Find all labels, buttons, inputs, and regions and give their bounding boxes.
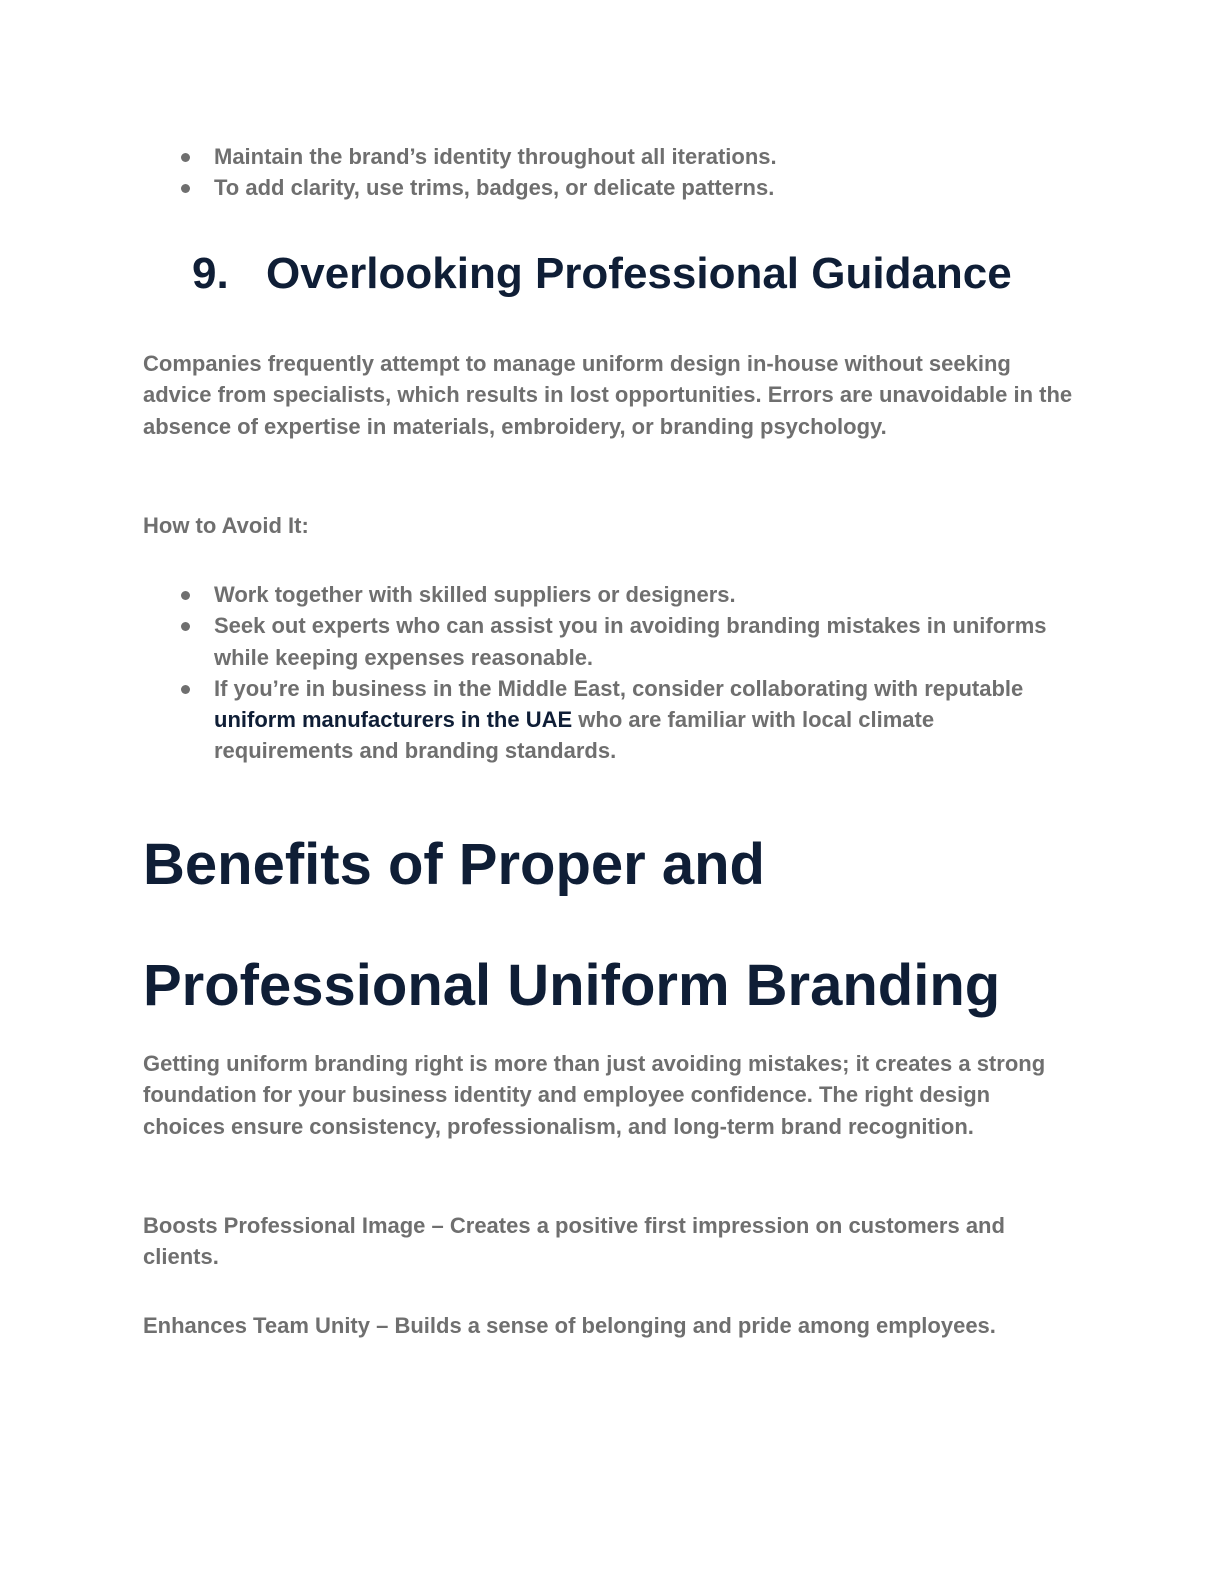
how-to-avoid-label: How to Avoid It:	[143, 513, 309, 538]
benefits-intro-paragraph: Getting uniform branding right is more than just avoiding mistakes; it creates a strong foundation for your business identity and employee confidence. The right design choices ensure consistency, professionalism, and long-term brand recognition.	[143, 1051, 1046, 1139]
list-item-text: Seek out experts who can assist you in avoiding branding mistakes in uniforms while keeping expenses reasonable.	[214, 613, 1047, 670]
top-bullet-list	[143, 141, 1073, 204]
list-item-text: To add clarity, use trims, badges, or delicate patterns.	[214, 175, 775, 201]
uniform-manufacturers-link[interactable]: uniform manufacturers in the UAE	[214, 707, 573, 733]
benefits-heading	[143, 804, 1143, 1046]
benefits-heading-line-1: Benefits of Proper and	[143, 832, 765, 897]
list-item	[143, 141, 1073, 172]
section-number: 9.	[192, 249, 229, 298]
list-item-text-after-link: who are familiar with local climate requirements and branding standards.	[214, 707, 935, 764]
list-item-text: Work together with skilled suppliers or designers.	[214, 582, 736, 607]
benefit-point-professional-image: Boosts Professional Image – Creates a positive first impression on customers and clients.	[143, 1213, 1005, 1270]
bullet-icon	[181, 685, 190, 694]
list-item	[143, 579, 1073, 610]
avoid-bullet-list	[143, 579, 1073, 767]
list-item-text-before-link: If you’re in business in the Middle East, consider collaborating with reputable	[214, 675, 1024, 701]
section-9-heading	[192, 248, 1012, 300]
list-item	[143, 172, 1073, 203]
list-item-text: Maintain the brand’s identity throughout all iterations.	[214, 144, 777, 169]
benefits-heading-line-2: Professional Uniform Branding	[143, 953, 1001, 1018]
bullet-icon	[181, 591, 190, 600]
bullet-icon	[181, 153, 190, 162]
list-item	[143, 610, 1073, 673]
benefit-point-team-unity: Enhances Team Unity – Builds a sense of belonging and pride among employees.	[143, 1313, 996, 1338]
bullet-icon	[181, 622, 190, 631]
bullet-icon	[181, 184, 190, 193]
section-title: Overlooking Professional Guidance	[266, 249, 1012, 298]
section-9-paragraph: Companies frequently attempt to manage uniform design in-house without seeking advice from specialists, which results in lost opportunities. Errors are unavoidable in the absence of expertise in materials, embroidery, or branding psychology.	[143, 351, 1073, 439]
list-item	[143, 673, 1073, 767]
